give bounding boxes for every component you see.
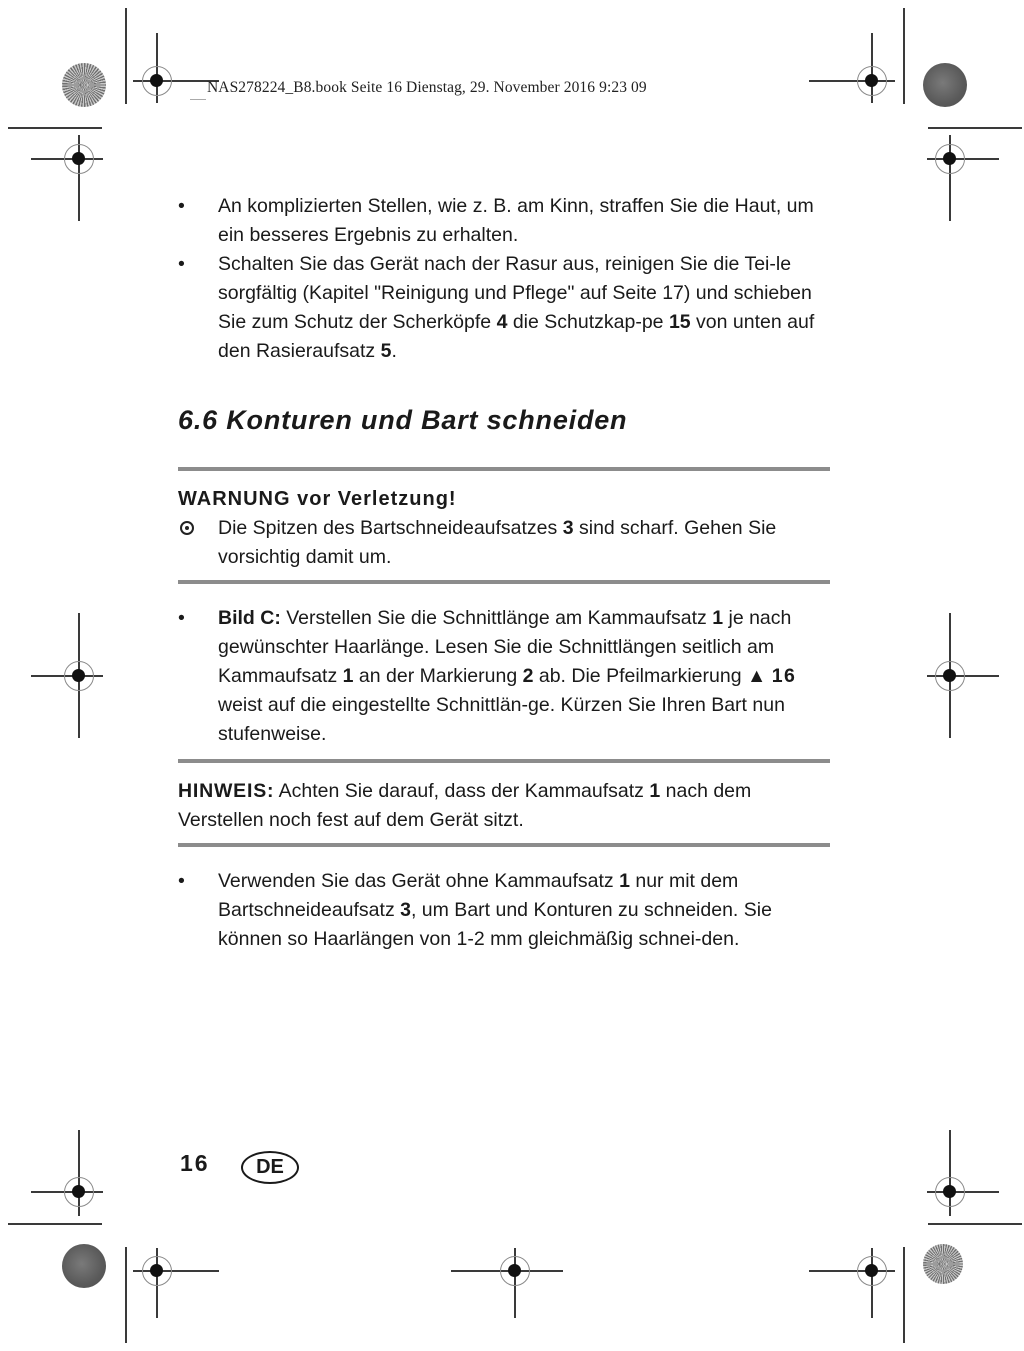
list-item [178, 867, 830, 954]
page-number: 16 [180, 1150, 210, 1176]
color-bar-disc-icon [62, 1244, 106, 1288]
registration-mark-icon [857, 1256, 887, 1286]
hint-box [178, 763, 830, 843]
part-number: 4 [496, 311, 508, 333]
paragraph-text: je nach gewünschter Haarlänge. Lesen Sie die Schnittlängen seitlich am Kammaufsatz [218, 607, 792, 687]
warning-box [178, 471, 830, 580]
bullet-icon: • [178, 607, 185, 629]
color-bar-disc-icon [923, 1244, 963, 1284]
warning-text: sind scharf. Gehen Sie vorsichtig damit um. [218, 517, 777, 568]
paragraph-text: Schalten Sie das Gerät nach der Rasur aus, reinigen Sie die Tei-le sorgfältig (Kapitel "Reinigung und Pflege" auf Seite 17) und schieben Sie zum Schutz der Scherköpfe [218, 253, 812, 333]
part-number: 5 [380, 340, 392, 362]
paragraph-text: die Schutzkap-pe [507, 311, 669, 333]
list-item [178, 250, 830, 366]
registration-mark-icon [935, 144, 965, 174]
crop-line [903, 1247, 905, 1343]
slug-underline [190, 99, 206, 100]
crop-line [8, 127, 102, 129]
registration-mark-icon [500, 1256, 530, 1286]
print-slug: NAS278224_B8.book Seite 16 Dienstag, 29. November 2016 9:23 09 [207, 79, 647, 96]
hint-text: Achten Sie darauf, dass der Kammaufsatz [274, 780, 650, 802]
warning-title: WARNUNG vor Verletzung! [178, 488, 457, 510]
hint-text: nach dem Verstellen noch fest auf dem Gerät sitzt. [178, 780, 752, 831]
crop-line [125, 8, 127, 104]
color-bar-disc-icon [62, 63, 106, 107]
registration-mark-icon [64, 661, 94, 691]
hint-label: HINWEIS: [178, 780, 275, 802]
registration-mark-icon [142, 66, 172, 96]
color-bar-disc-icon [923, 63, 967, 107]
paragraph-text: . [391, 340, 397, 362]
registration-mark-icon [142, 1256, 172, 1286]
registration-mark-icon [935, 661, 965, 691]
bullet-icon: • [178, 195, 185, 217]
part-number: 15 [668, 311, 691, 333]
target-bullet-icon [180, 521, 194, 535]
warning-item [178, 514, 830, 572]
crop-line [8, 1223, 102, 1225]
part-number: 1 [712, 607, 724, 629]
paragraph-text: Verwenden Sie das Gerät ohne Kammaufsatz [218, 870, 620, 892]
part-number: 16 [771, 665, 797, 687]
paragraph-text: An komplizierten Stellen, wie z. B. am Kinn, straffen Sie die Haut, um ein besseres Ergebnis zu erhalten. [218, 195, 814, 246]
registration-mark-icon [64, 144, 94, 174]
paragraph-text: nur mit dem Bartschneideaufsatz [218, 870, 739, 921]
divider [178, 580, 830, 584]
part-number: 3 [562, 517, 574, 539]
part-number: 1 [342, 665, 354, 687]
paragraph-text: von unten auf den Rasieraufsatz [218, 311, 815, 362]
divider [178, 843, 830, 847]
paragraph-text: Verstellen Sie die Schnittlänge am Kammaufsatz [280, 607, 713, 629]
crop-line [903, 8, 905, 104]
registration-mark-icon [857, 66, 887, 96]
crop-line [125, 1247, 127, 1343]
warning-text: Die Spitzen des Bartschneideaufsatzes [218, 517, 563, 539]
part-number: 1 [619, 870, 630, 892]
part-number: 3 [400, 899, 411, 921]
paragraph-text: ab. Die Pfeilmarkierung [533, 665, 747, 687]
paragraph-text: , um Bart und Konturen zu schneiden. Sie können so Haarlängen von 1-2 mm gleichmäßig schnei-den. [218, 899, 772, 950]
paragraph-text: weist auf die eingestellte Schnittlän-ge. Kürzen Sie Ihren Bart nun stufenweise. [218, 694, 785, 745]
crop-line [928, 127, 1022, 129]
paragraph-text: an der Markierung [353, 665, 523, 687]
list-item-bild-c [178, 604, 830, 749]
bullet-icon: • [178, 253, 185, 275]
registration-mark-icon [64, 1177, 94, 1207]
language-code: DE [256, 1156, 284, 1178]
section-heading: 6.6 Konturen und Bart schneiden [178, 405, 628, 435]
registration-mark-icon [935, 1177, 965, 1207]
crop-line [928, 1223, 1022, 1225]
part-number: 2 [522, 665, 534, 687]
figure-reference: Bild C: [218, 607, 281, 629]
arrow-up-icon: ▲ [746, 665, 767, 687]
bullet-icon: • [178, 870, 185, 892]
part-number: 1 [649, 780, 661, 802]
language-badge [241, 1151, 299, 1184]
list-item [178, 192, 830, 250]
page-content [178, 192, 830, 954]
